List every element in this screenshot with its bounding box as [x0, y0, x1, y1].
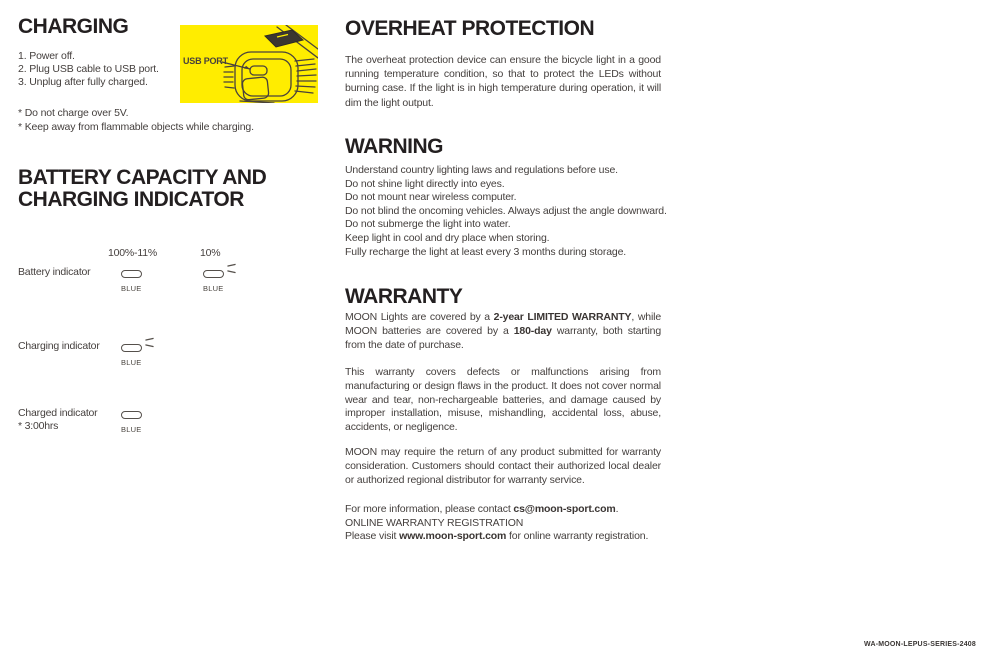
- warranty-term-limited: 2-year LIMITED WARRANTY: [493, 311, 632, 323]
- contact-text: .: [615, 503, 619, 515]
- warranty-paragraph-2: This warranty covers defects or malfunctions arising from manufacturing or design flaws in the product. It does not cover normal wear and tear, non-rechargeable batteries, and damage caused by improper installation, misuse, mishandling, accidental loss, abuse, accidents, or negligence.: [345, 366, 661, 434]
- battery-section-title: [18, 167, 266, 211]
- warning-list: [345, 164, 667, 259]
- warranty-p1-text: warranty, both starting from the date of purchase.: [345, 324, 662, 351]
- visit-text: Please visit: [345, 530, 400, 543]
- led-color-label: BLUE: [121, 284, 142, 293]
- warning-line: Keep light in cool and dry place when storing.: [345, 231, 550, 244]
- charging-steps: [18, 50, 159, 89]
- led-color-label: BLUE: [203, 284, 224, 293]
- charging-note: * Do not charge over 5V.: [18, 107, 129, 119]
- document-code: WA-MOON-LEPUS-SERIES-2408: [864, 641, 976, 648]
- contact-email: cs@moon-sport.com: [513, 503, 616, 515]
- warning-line: Do not blind the oncoming vehicles. Always adjust the angle downward.: [345, 204, 667, 217]
- overheat-title: OVERHEAT PROTECTION: [345, 17, 595, 40]
- warning-line: Fully recharge the light at least every 3 months during storage.: [345, 245, 627, 258]
- warning-line: Understand country lighting laws and regulations before use.: [345, 164, 618, 176]
- warning-title: WARNING: [345, 135, 443, 158]
- charging-note: * Keep away from flammable objects while charging.: [18, 121, 254, 133]
- led-color-label: BLUE: [121, 425, 142, 434]
- warning-line: Do not submerge the light into water.: [345, 218, 511, 231]
- charging-step: 1. Power off.: [18, 50, 75, 62]
- blink-icon: [145, 337, 154, 349]
- usb-port-label: USB PORT: [183, 56, 228, 66]
- warranty-contact-block: [345, 503, 661, 544]
- led-pill-icon: [121, 411, 142, 419]
- charging-notes: [18, 106, 254, 134]
- power-button-shape: [265, 30, 303, 47]
- battery-title-line1: BATTERY CAPACITY AND: [18, 166, 267, 189]
- led-pill-icon: [203, 270, 224, 278]
- warranty-title: WARRANTY: [345, 285, 463, 308]
- battery-title-line2: CHARGING INDICATOR: [18, 188, 244, 211]
- warranty-p1-text: , while MOON batteries are covered by a: [345, 311, 662, 337]
- blink-icon: [227, 263, 236, 275]
- visit-line: [345, 530, 661, 544]
- charging-step: 2. Plug USB cable to USB port.: [18, 63, 159, 75]
- warranty-paragraph-1: [345, 311, 661, 352]
- charged-indicator-text: Charged indicator: [18, 407, 98, 419]
- charging-title: CHARGING: [18, 15, 129, 38]
- battery-col-header-full: 100%-11%: [108, 247, 157, 259]
- led-pill-icon: [121, 270, 142, 278]
- led-pill-icon: [121, 344, 142, 352]
- warning-line: Do not shine light directly into eyes.: [345, 177, 505, 190]
- warranty-term-180day: 180-day: [513, 324, 552, 337]
- battery-col-header-low: 10%: [200, 247, 221, 259]
- visit-text: for online warranty registration.: [506, 530, 649, 543]
- charging-step: 3. Unplug after fully charged.: [18, 76, 148, 88]
- warning-line: Do not mount near wireless computer.: [345, 191, 517, 204]
- website-url: www.moon-sport.com: [399, 530, 507, 543]
- overheat-body: The overheat protection device can ensure the bicycle light in a good running temperature condition, so that to protect the LEDs without burning case. If the light is in high temperature during operation, it will dim the light output.: [345, 54, 661, 109]
- online-registration-line: ONLINE WARRANTY REGISTRATION: [345, 516, 524, 529]
- battery-indicator-led-full: [121, 265, 155, 293]
- charged-indicator-led: [121, 406, 155, 434]
- charged-indicator-note: * 3:00hrs: [18, 420, 59, 432]
- charging-indicator-label: Charging indicator: [18, 340, 100, 352]
- warranty-paragraph-3: MOON may require the return of any product submitted for warranty consideration. Customers should contact their authorized local dealer or authorized regional distributor for warranty service.: [345, 446, 661, 486]
- contact-line: [345, 503, 661, 517]
- charged-indicator-label: [18, 407, 97, 433]
- battery-indicator-led-low: [203, 265, 237, 293]
- contact-text: For more information, please contact: [345, 503, 514, 515]
- usb-port-figure: [180, 25, 318, 103]
- battery-indicator-label: Battery indicator: [18, 266, 91, 278]
- led-color-label: BLUE: [121, 358, 142, 367]
- charging-indicator-led: [121, 339, 155, 367]
- warranty-p1-text: MOON Lights are covered by a: [345, 311, 494, 323]
